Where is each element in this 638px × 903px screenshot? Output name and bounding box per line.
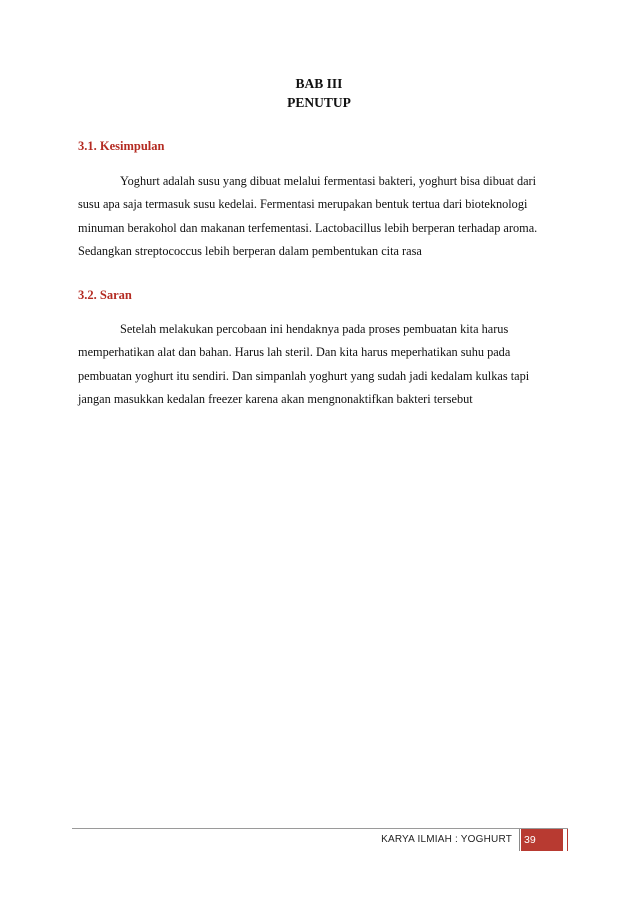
page-number-badge: 39	[521, 829, 563, 851]
chapter-title: PENUTUP	[287, 95, 351, 110]
paragraph-line: jangan masukkan kedalan freezer karena akan mengnonaktifkan bakteri tersebut	[78, 392, 473, 407]
section-heading-kesimpulan: 3.1. Kesimpulan	[78, 139, 165, 153]
paragraph-line: Setelah melakukan percobaan ini hendaknya pada proses pembuatan kita harus	[120, 322, 509, 336]
paragraph-kesimpulan	[78, 170, 563, 264]
paragraph-line: Sedangkan streptococcus lebih berperan dalam pembentukan cita rasa	[78, 244, 422, 259]
section-heading-saran: 3.2. Saran	[78, 288, 132, 302]
paragraph-line: pembuatan yoghurt itu sendiri. Dan simpanlah yoghurt yang sudah jadi kedalam kulkas tapi	[78, 368, 530, 383]
paragraph-line: minuman berakohol dan makanan terfementasi. Lactobacillus lebih berperan terhadap aroma.	[78, 220, 538, 235]
paragraph-saran	[78, 318, 563, 412]
chapter-heading	[0, 74, 638, 112]
footer-edge-bar	[567, 829, 568, 851]
paragraph-line: susu apa saja termasuk susu kedelai. Fermentasi merupakan bentuk tertua dari bioteknologi	[78, 197, 528, 212]
paragraph-line: memperhatikan alat dan bahan. Harus lah steril. Dan kita harus meperhatikan suhu pada	[78, 345, 511, 360]
footer-separator	[519, 829, 520, 851]
chapter-number: BAB III	[295, 76, 343, 91]
footer-label: KARYA ILMIAH : YOGHURT	[381, 834, 512, 845]
paragraph-line: Yoghurt adalah susu yang dibuat melalui fermentasi bakteri, yoghurt bisa dibuat dari	[120, 174, 537, 188]
page-footer	[300, 829, 568, 851]
